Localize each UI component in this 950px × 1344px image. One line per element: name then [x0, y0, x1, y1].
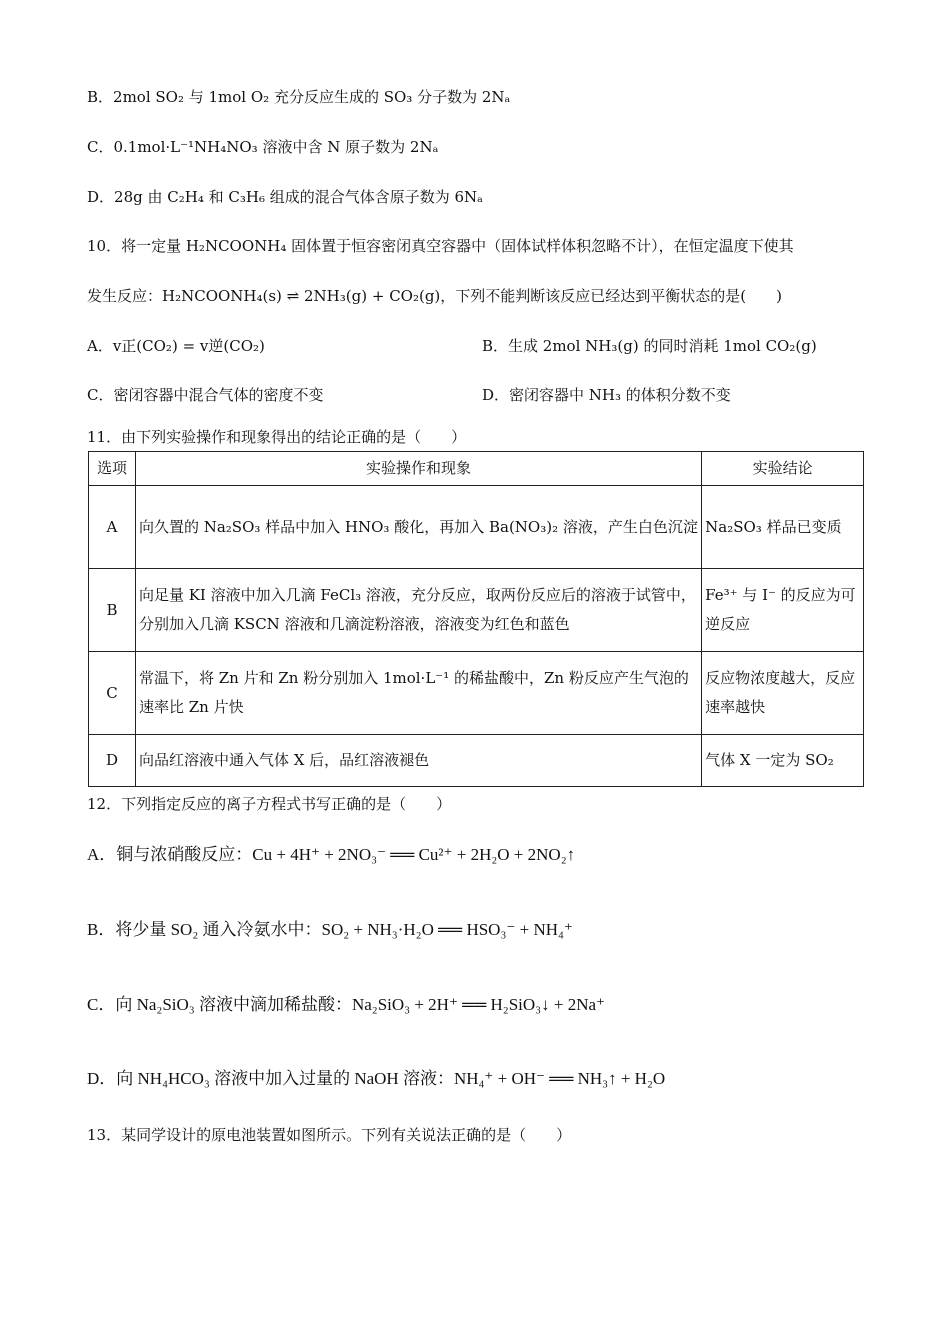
row-option: C	[89, 652, 136, 735]
table-row	[89, 652, 864, 735]
q12-option-b: B．将少量 SO₂ 通入冷氨水中：SO₂ + NH₃·H₂O ══ HSO₃⁻ + NH₄⁺	[87, 920, 573, 939]
row-operation: 常温下，将 Zn 片和 Zn 粉分别加入 1mol·L⁻¹ 的稀盐酸中，Zn 粉反应产生气泡的速率比 Zn 片快	[135, 652, 701, 735]
q10-stem-line2: 发生反应：H₂NCOONH₄(s) ⇌ 2NH₃(g) + CO₂(g)，下列不能判断该反应已经达到平衡状态的是( )	[87, 287, 782, 305]
q12-stem: 12．下列指定反应的离子方程式书写正确的是（ ）	[87, 795, 452, 813]
q9-option-b: B．2mol SO₂ 与 1mol O₂ 充分反应生成的 SO₃ 分子数为 2Nₐ	[87, 88, 511, 106]
row-conclusion: Na₂SO₃ 样品已变质	[702, 486, 864, 569]
row-conclusion: 气体 X 一定为 SO₂	[702, 735, 864, 787]
row-option: D	[89, 735, 136, 787]
row-conclusion: Fe³⁺ 与 I⁻ 的反应为可逆反应	[702, 569, 864, 652]
q10-option-d: D．密闭容器中 NH₃ 的体积分数不变	[482, 386, 731, 404]
q10-option-a: A．v正(CO₂) = v逆(CO₂)	[87, 337, 265, 355]
table-row	[89, 486, 864, 569]
header-conclusion: 实验结论	[702, 452, 864, 486]
q13-stem: 13．某同学设计的原电池装置如图所示。下列有关说法正确的是（ ）	[87, 1126, 572, 1144]
q10-option-b: B．生成 2mol NH₃(g) 的同时消耗 1mol CO₂(g)	[482, 337, 817, 355]
q10-option-c: C．密闭容器中混合气体的密度不变	[87, 386, 324, 404]
q10-stem-line1: 10．将一定量 H₂NCOONH₄ 固体置于恒容密闭真空容器中（固体试样体积忽略不计），在恒定温度下使其	[87, 237, 794, 255]
row-option: B	[89, 569, 136, 652]
q9-option-c: C．0.1mol·L⁻¹NH₄NO₃ 溶液中含 N 原子数为 2Nₐ	[87, 138, 439, 156]
q12-option-a: A．铜与浓硝酸反应：Cu + 4H⁺ + 2NO₃⁻ ══ Cu²⁺ + 2H₂O + 2NO₂↑	[87, 845, 576, 864]
header-option: 选项	[89, 452, 136, 486]
header-operation: 实验操作和现象	[135, 452, 701, 486]
table-row	[89, 569, 864, 652]
q11-table	[88, 451, 864, 787]
row-operation: 向品红溶液中通入气体 X 后，品红溶液褪色	[135, 735, 701, 787]
q12-option-d: D．向 NH₄HCO₃ 溶液中加入过量的 NaOH 溶液：NH₄⁺ + OH⁻ ══ NH₃↑ + H₂O	[87, 1069, 666, 1088]
table-header-row	[89, 452, 864, 486]
row-operation: 向足量 KI 溶液中加入几滴 FeCl₃ 溶液，充分反应，取两份反应后的溶液于试管中，分别加入几滴 KSCN 溶液和几滴淀粉溶液，溶液变为红色和蓝色	[135, 569, 701, 652]
q9-option-d: D．28g 由 C₂H₄ 和 C₃H₆ 组成的混合气体含原子数为 6Nₐ	[87, 188, 483, 206]
q12-option-c: C．向 Na₂SiO₃ 溶液中滴加稀盐酸：Na₂SiO₃ + 2H⁺ ══ H₂SiO₃↓ + 2Na⁺	[87, 995, 605, 1014]
row-operation: 向久置的 Na₂SO₃ 样品中加入 HNO₃ 酸化，再加入 Ba(NO₃)₂ 溶液，产生白色沉淀	[135, 486, 701, 569]
table-row	[89, 735, 864, 787]
row-conclusion: 反应物浓度越大，反应速率越快	[702, 652, 864, 735]
row-option: A	[89, 486, 136, 569]
q11-stem: 11．由下列实验操作和现象得出的结论正确的是（ ）	[87, 428, 467, 446]
